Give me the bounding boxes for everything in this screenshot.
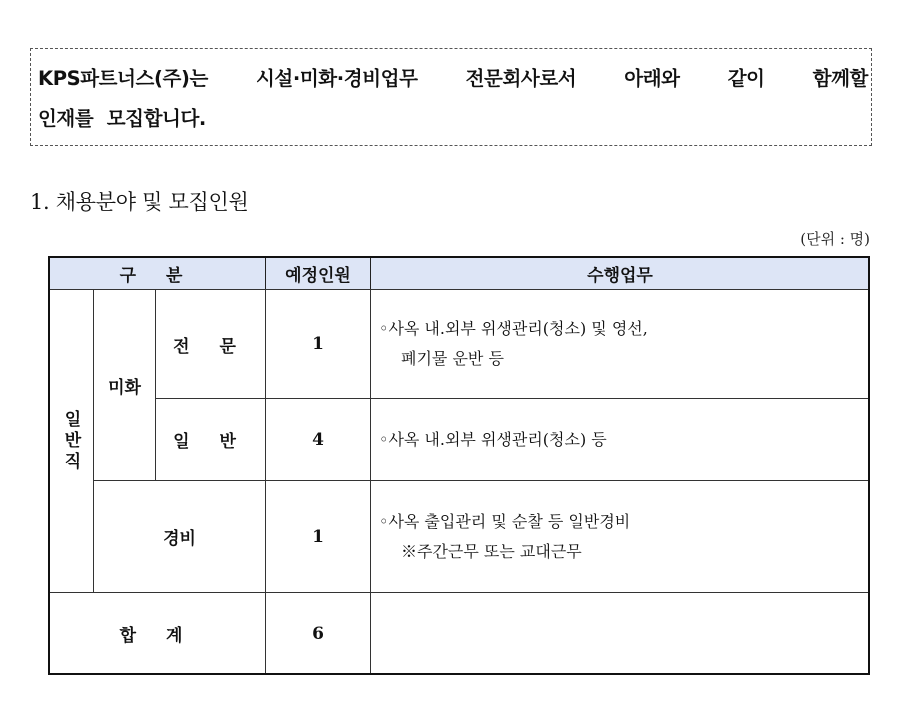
cleaning-label: 미화 [108,377,141,398]
row-duty-line: ◦사옥 내.외부 위생관리(청소) 등 [379,429,607,449]
section-title: 1. 채용분야 및 모집인원 [30,190,249,214]
row-type: 일 반 [173,432,248,452]
row-duty-line: ◦사옥 내.외부 위생관리(청소) 및 영선, [379,319,648,338]
row-duties-cell [370,398,870,481]
row-count-cell [265,289,371,399]
row-duty-line: ※주간근무 또는 교대근무 [401,541,582,561]
row-duties-cell [370,289,870,399]
header-duties [370,256,870,290]
row-type-cell [155,398,266,481]
row-duty-line: 폐기물 운반 등 [401,349,504,368]
row-duty-line: ◦사옥 출입관리 및 순찰 등 일반경비 [379,511,631,531]
total-count: 6 [312,623,324,644]
header-headcount-label: 예정인원 [285,265,351,286]
row-type: 경비 [163,529,196,549]
recruitment-table [48,256,870,675]
cleaning-label-cell [93,289,156,481]
total-duties-cell [370,592,870,675]
group-label: 일반직 [60,409,81,473]
row-count-cell [265,480,371,593]
total-label-cell [48,592,266,675]
intro-text [38,59,868,139]
header-category-label: 구 분 [119,265,195,286]
total-count-cell [265,592,371,675]
intro-line-2: 인재를 모집합니다. [38,107,206,130]
group-label-cell [48,289,94,593]
row-duties-cell [370,480,870,593]
unit-note: (단위 : 명) [800,230,870,248]
row-count: 4 [312,429,324,450]
intro-line-1: KPS파트너스(주)는 시설·미화·경비업무 전문회사로서 아래와 같이 함께할 [38,67,868,90]
row-type-cell [93,480,266,593]
row-count-cell [265,398,371,481]
row-type: 전 문 [173,336,248,357]
header-duties-label: 수행업무 [587,265,653,286]
row-type-cell [155,289,266,399]
row-count: 1 [312,334,324,354]
total-label: 합 계 [119,626,195,646]
header-category [48,256,266,290]
row-count: 1 [312,526,324,547]
intro-box [30,48,872,146]
header-headcount [265,256,371,290]
